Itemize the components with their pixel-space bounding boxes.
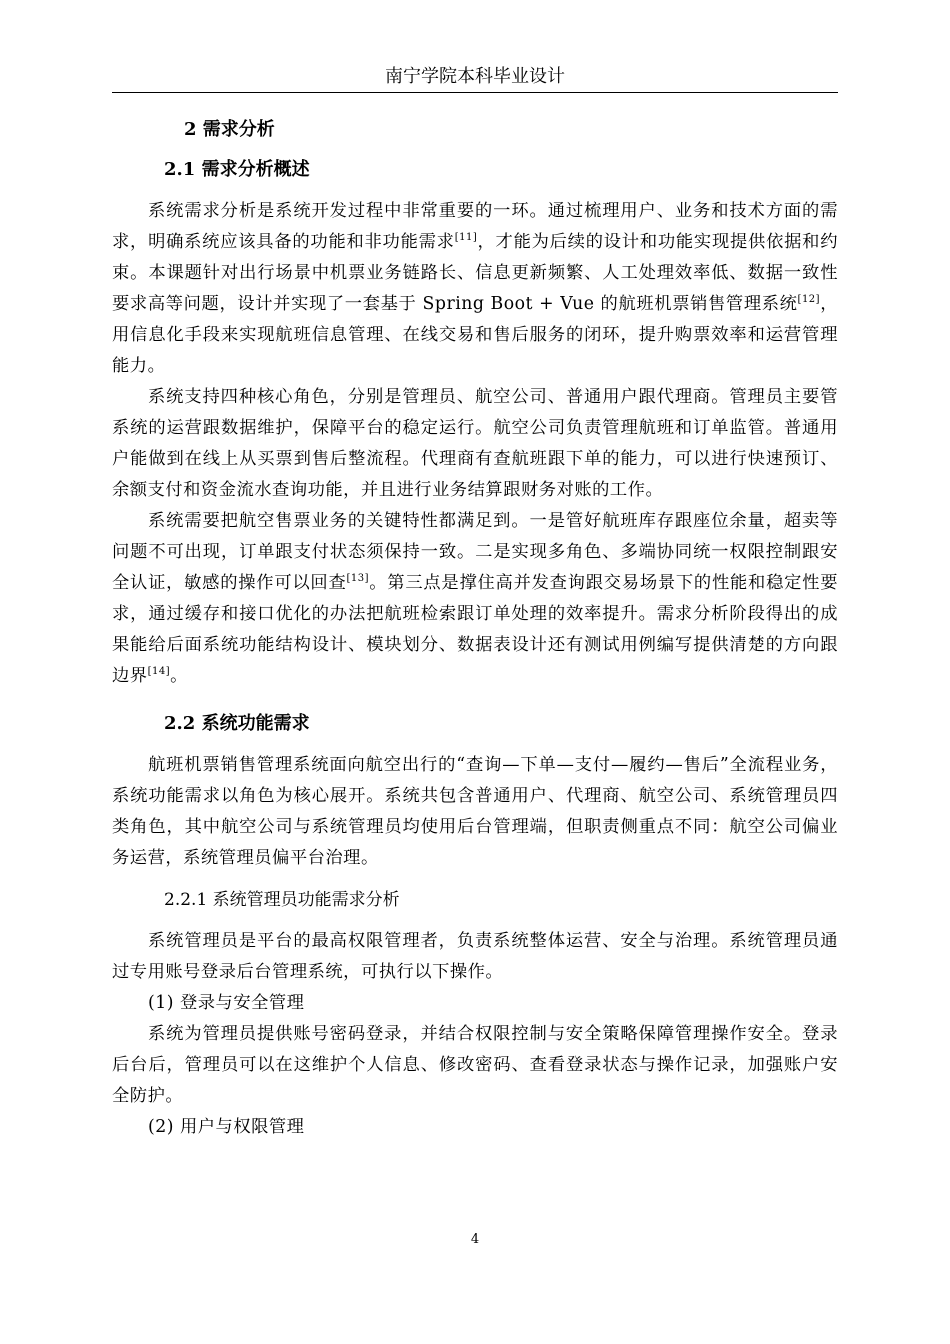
- text-run: 系统需求分析是系统开发过程中非常重要的一环。通过梳理用户、业务和技术方面的需求，明确系统应该具备的功能和非功能需求: [112, 201, 838, 252]
- paragraph: 系统支持四种核心角色，分别是管理员、航空公司、普通用户跟代理商。管理员主要管系统的运营跟数据维护，保障平台的稳定运行。航空公司负责管理航班和订单监管。普通用户能做到在线上从买票到售后整流程。代理商有查航班跟下单的能力，可以进行快速预订、余额支付和资金流水查询功能，并且进行业务结算跟财务对账的工作。: [112, 387, 838, 500]
- text-run: ，用信息化手段来实现航班信息管理、在线交易和售后服务的闭环，提升购票效率和运营管理能力。: [112, 294, 838, 376]
- section-2-heading: 2 需求分析: [184, 119, 275, 140]
- paragraph: [112, 196, 838, 382]
- page-header: 南宁学院本科毕业设计: [112, 64, 838, 93]
- citation: [14]: [147, 666, 171, 677]
- text-run: 。第三点是撑住高并发查询跟交易场景下的性能和稳定性要求，通过缓存和接口优化的办法把航班检索跟订单处理的效率提升。需求分析阶段得出的成果能给后面系统功能结构设计、模块划分、数据表设计还有测试用例编写提供清楚的方向跟边界: [112, 573, 838, 686]
- section-2-2-heading: 2.2 系统功能需求: [164, 713, 310, 734]
- paragraph: 航班机票销售管理系统面向航空出行的“查询—下单—支付—履约—售后”全流程业务，系统功能需求以角色为核心展开。系统共包含普通用户、代理商、航空公司、系统管理员四类角色，其中航空公司与系统管理员均使用后台管理端，但职责侧重点不同：航空公司偏业务运营，系统管理员偏平台治理。: [112, 755, 838, 868]
- paragraph: 系统管理员是平台的最高权限管理者，负责系统整体运营、安全与治理。系统管理员通过专用账号登录后台管理系统，可执行以下操作。: [112, 931, 838, 982]
- citation: [11]: [454, 232, 478, 243]
- text-run: 。: [170, 666, 188, 686]
- list-item: (1) 登录与安全管理: [148, 993, 305, 1013]
- page-number: 4: [470, 1232, 480, 1247]
- paragraph: 系统为管理员提供账号密码登录，并结合权限控制与安全策略保障管理操作安全。登录后台后，管理员可以在这维护个人信息、修改密码、查看登录状态与操作记录，加强账户安全防护。: [112, 1024, 838, 1106]
- citation: [13]: [346, 573, 370, 584]
- list-item: (2) 用户与权限管理: [148, 1117, 305, 1137]
- citation: [12]: [797, 294, 821, 305]
- paragraph: [112, 506, 838, 692]
- section-2-2-1-heading: 2.2.1 系统管理员功能需求分析: [164, 890, 400, 910]
- text-run: 系统需要把航空售票业务的关键特性都满足到。一是管好航班库存跟座位余量，超卖等问题不可出现，订单跟支付状态须保持一致。二是实现多角色、多端协同统一权限控制跟安全认证，敏感的操作可以回查: [112, 511, 838, 593]
- text-run: ，才能为后续的设计和功能实现提供依据和约束。本课题针对出行场景中机票业务链路长、信息更新频繁、人工处理效率低、数据一致性要求高等问题，设计并实现了一套基于 Spring Boot + Vue 的航班机票销售管理系统: [112, 232, 838, 314]
- section-2-1-heading: 2.1 需求分析概述: [164, 159, 310, 180]
- page-content: [112, 110, 838, 1143]
